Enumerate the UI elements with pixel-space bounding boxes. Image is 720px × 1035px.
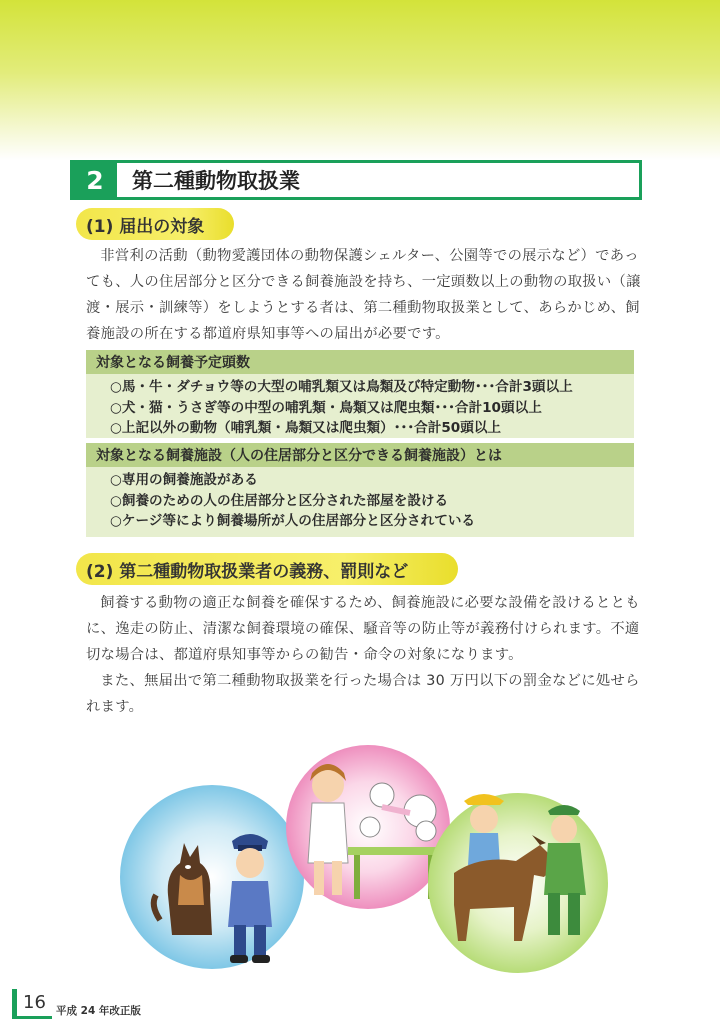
section-header xyxy=(70,160,642,200)
list-item: ○馬・牛・ダチョウ等の大型の哺乳類又は鳥類及び特定動物･･･合計3頭以上 xyxy=(110,379,573,395)
animal-count-list xyxy=(86,374,634,439)
paragraph-text: また、無届出で第二種動物取扱業を行った場合は 30 万円以下の罰金などに処せられます。 xyxy=(86,673,640,715)
edition-label: 平成 24 年改正版 xyxy=(56,1005,141,1017)
list-item: ○飼養のための人の住居部分と区分された部屋を設ける xyxy=(110,492,449,509)
illustration xyxy=(120,745,610,985)
section-number: 2 xyxy=(73,163,117,197)
section-title: 第二種動物取扱業 xyxy=(117,163,300,197)
list-item: ○犬・猫・うさぎ等の中型の哺乳類・鳥類又は爬虫類･･･合計10頭以上 xyxy=(110,399,542,416)
facility-box xyxy=(86,443,634,537)
green-circle-scene xyxy=(428,793,608,973)
animal-count-box-heading: 対象となる飼養予定頭数 xyxy=(86,350,634,374)
subsection-heading-notification-target: (1) 届出の対象 xyxy=(76,208,234,240)
list-item: ○ケージ等により飼養場所が人の住居部分と区分されている xyxy=(110,513,476,529)
facility-box-heading: 対象となる飼養施設（人の住居部分と区分できる飼養施設）とは xyxy=(86,443,634,467)
obligations-paragraph xyxy=(86,590,646,720)
pink-circle-scene xyxy=(286,745,450,909)
paragraph-text: 飼養する動物の適正な飼養を確保するため、飼養施設に必要な設備を設けるとともに、逸走の防止、清潔な飼養環境の確保、騒音等の防止等が義務付けられます。不適切な場合は、都道府県知事等からの勧告・命令の対象になります。 xyxy=(86,595,640,663)
page-number: 16 xyxy=(12,989,52,1019)
header-gradient-band xyxy=(0,0,720,160)
paragraph-text: 非営利の活動（動物愛護団体の動物保護シェルター、公園等での展示など）であっても、人の住居部分と区分できる飼養施設を持ち、一定頭数以上の動物の取扱い（譲渡・展示・訓練等）をしようとする者は、第二種動物取扱業として、あらかじめ、飼養施設の所在する都道府県知事等への届出が必要です。 xyxy=(86,248,641,342)
facility-list xyxy=(86,467,634,532)
notification-target-paragraph xyxy=(86,243,646,347)
list-item: ○上記以外の動物（哺乳類・鳥類又は爬虫類）･･･合計50頭以上 xyxy=(110,420,502,436)
subsection-heading-obligations: (2) 第二種動物取扱業者の義務、罰則など xyxy=(76,553,458,585)
blue-circle-scene xyxy=(120,785,304,969)
animal-count-box xyxy=(86,350,634,438)
list-item: ○専用の飼養施設がある xyxy=(110,472,258,488)
